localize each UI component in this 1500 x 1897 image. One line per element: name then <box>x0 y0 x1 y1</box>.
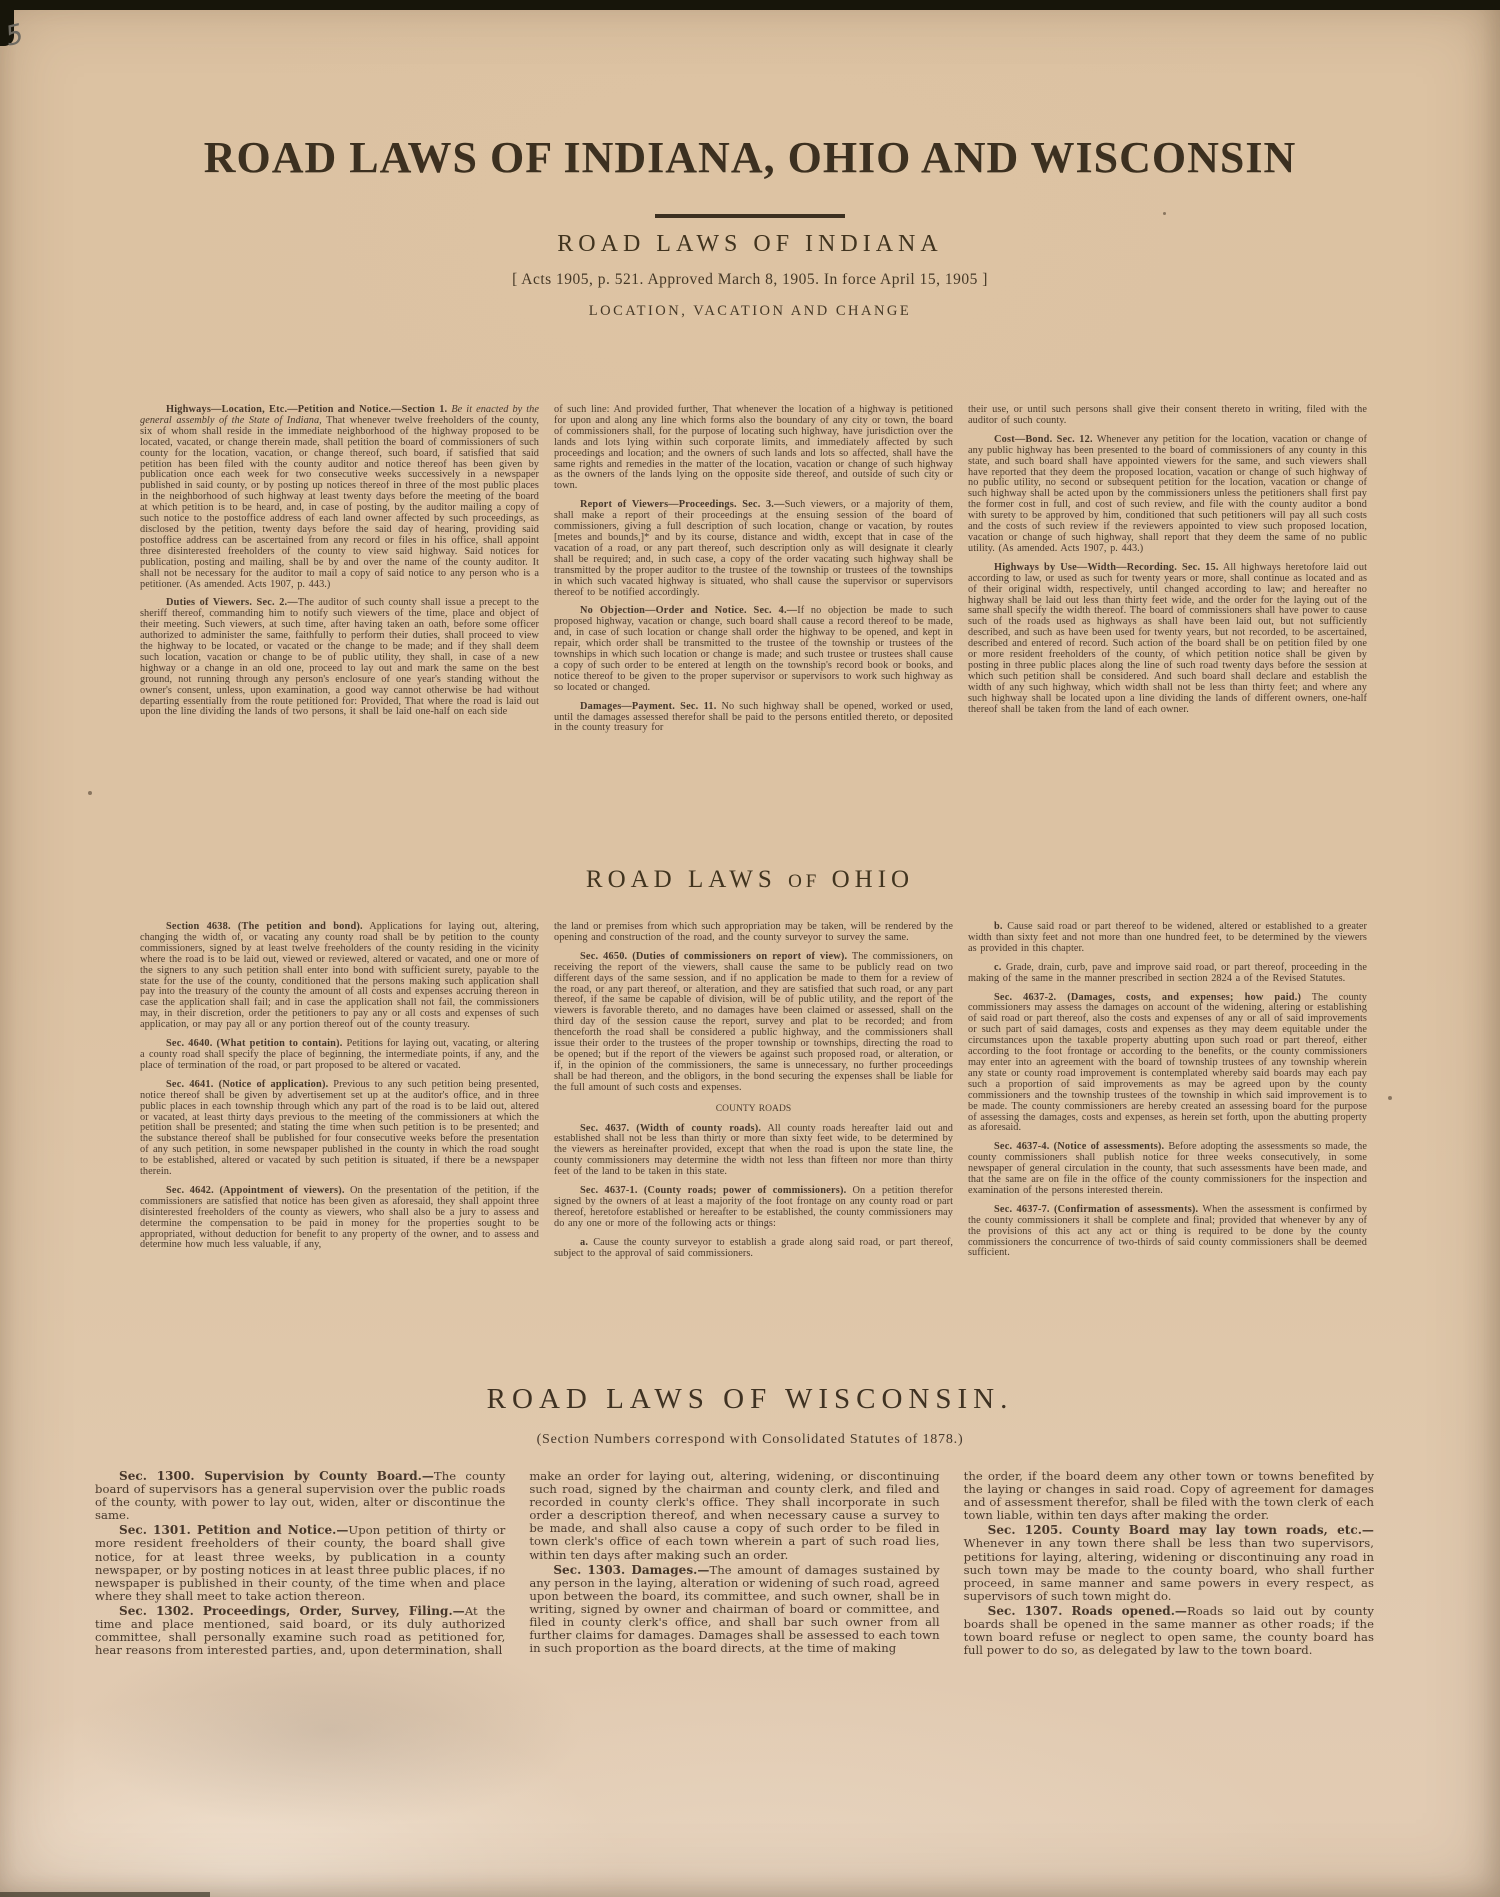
paragraph-lead: Damages—Payment. Sec. 11. <box>580 700 717 712</box>
paragraph <box>140 1080 539 1178</box>
wisconsin-column-2 <box>529 1470 939 1659</box>
paragraph-text: The county commissioners may assess the damages on account of the widening, altering or establishing of said road or part thereof, also the costs and expenses of any or all of said improvements or such part of said damages, costs and expenses as they may deem equitable under the circumstances upon the taxable property abutting upon such road or part thereof, either according to the foot frontage or according to the benefits, or the county commissioners may enter into an agreement with the board of township trustees of any township wherein any state or county road improvement is contemplated whereby said boards may each pay such a proportion of said improvements as may be agreed upon by the county commissioners and the township trustees of the township in which said improvement is to be made. The county commissioners are hereby created an assessing board for the purpose of assessing the damages, costs and expenses, as herein set forth, upon the abutting property as aforesaid. <box>968 991 1367 1134</box>
paragraph <box>140 922 539 1031</box>
paragraph-lead: Sec. 4637-2. (Damages, costs, and expenses; how paid.) <box>994 991 1302 1003</box>
title-divider <box>655 214 845 218</box>
ohio-heading-part1: ROAD LAWS <box>585 866 777 893</box>
paragraph-text: If no objection be made to such proposed highway, vacation or change, such board shall cause a record thereof to be made, and, in case of such location or change shall order the highway to be opened, and kept in repair, which order shall be transmitted to the trustee of the township or trustees of the townships in which such location or change is made; and such trustee or trustees shall cause a copy of such order to be entered at length on the township's record book or books, and notice thereof to be given to the proper supervisor or supervisors to work such highway as so located or changed. <box>554 605 953 693</box>
paragraph-text: All highways heretofore laid out according to law, or used as such for twenty years or more, shall continue as located and as of their original width, respectively, until changed according to law; and hereafter no highway shall be laid out less than thirty feet wide, and the order for the laying out of the same shall specify the width thereof. The board of commissioners shall have power to cause such of the roads used as highways as shall have been laid out, but not sufficiently described, and such as have been used for twenty years, but not recorded, to be ascertained, described and entered of record. Such action of the board shall be on petition filed by one or more resident freeholders of the county, of which petition notice shall be given by posting in three public places along the line of such road twenty days before the session at which such petition shall be considered. And such board shall declare and establish the width of any such highway, which width shall not be less than thirty feet; and where any such highway shall be located upon a line dividing the lands of different owners, one-half thereof shall be taken from the land of each owner. <box>968 561 1367 715</box>
ohio-column-1 <box>140 922 539 1267</box>
paragraph-text: Previous to any such petition being presented, notice thereof shall be given by advertisement set up at the auditor's office, and in three public places in each township through which any part of the road is to be laid out, altered or vacated, at least thirty days previous to the meeting of the commissioners at which the petition shall be presented; and stating the time when such petition is to be presented; and the substance thereof shall be published for four consecutive weeks before the presentation of any such petition, in some newspaper published in the county in which the road sought to be established, altered or vacated by such petition is situated, if there be a newspaper therein. <box>140 1078 540 1178</box>
page-title: ROAD LAWS OF INDIANA, OHIO AND WISCONSIN <box>203 133 1297 182</box>
paragraph-text: of such line: And provided further, That whenever the location of a highway is petitioned for upon and along any line which forms also the boundary of any city or town, the board of commissioners shall, for the purpose of locating such highway, have jurisdiction over the lands and lots lying within such corporate limits, and immediately affected by such proceedings and location; and the owners of such lands and lots so affected, shall have the same rights and remedies in the matter of the location, vacation or change of such highway as the owners of the lands lying on the opposite side thereof, and outside of such city or town. <box>554 404 953 492</box>
enacting-clause: Be it enacted by the general assembly of the State of Indiana, <box>140 404 539 426</box>
ohio-column-2 <box>554 922 953 1267</box>
paragraph <box>529 1564 939 1656</box>
ohio-column-3 <box>968 922 1367 1267</box>
paragraph-lead: Sec. 4637. (Width of county roads). <box>580 1122 762 1134</box>
paragraph <box>529 1470 939 1562</box>
paragraph-lead: Sec. 4642. (Appointment of viewers). <box>166 1184 345 1196</box>
paper-speck <box>88 791 92 795</box>
paragraph-lead: Report of Viewers—Proceedings. Sec. 3.— <box>580 499 785 511</box>
paragraph-text: Before adopting the assessments so made, the county commissioners shall publish notice for three weeks consecutively, in some newspaper of general circulation in the county, that such assessments have been made, and that the same are on file in the office of the county commissioners for the inspection and examination of the persons interested therein. <box>968 1141 1368 1196</box>
paragraph-lead: Sec. 4641. (Notice of application). <box>166 1078 329 1090</box>
indiana-citation: [ Acts 1905, p. 521. Approved March 8, 1905. In force April 15, 1905 ] <box>512 271 988 288</box>
county-roads-subhead: COUNTY ROADS <box>715 1103 792 1114</box>
paragraph-text: Applications for laying out, altering, changing the width of, or vacating any county road shall be by petition to the county commissioners, signed by at least twelve freeholders of the county residing in the vicinity where the road is to be laid out, viewed or reviewed, altered or vacated, and one or more of the signers to any such petition shall enter into bond with sufficient surety, payable to the state for the use of the county, conditioned that the persons making such application shall pay into the treasury of the county the amount of all costs and expenses accruing thereon in case the application shall fail; and in case the application shall not fail, the commissioners may, in their discretion, order the petitioners to pay any or all costs and expenses of such application, or may pay all or any portion thereof out of the county treasury. <box>140 921 539 1031</box>
paragraph-text: their use, or until such persons shall give their consent thereto in writing, filed with the auditor of such county. <box>968 404 1367 426</box>
paragraph <box>140 598 539 718</box>
top-edge-band <box>0 0 1500 10</box>
paragraph <box>554 1238 953 1260</box>
paragraph <box>968 993 1367 1135</box>
paragraph-text: All county roads hereafter laid out and established shall not be less than thirty or more than sixty feet wide, to be determined by the viewers as hereinafter provided, except that when the road is upon the state line, the county commissioners may determine the width not less than fifteen nor more than thirty feet of the land to be taken in this state. <box>554 1122 953 1178</box>
ohio-columns <box>140 922 1367 1267</box>
paragraph-text: Grade, drain, curb, pave and improve said road, or part thereof, proceeding in the making of the same in the manner prescribed in section 2824 a of the Revised Statutes. <box>968 961 1367 984</box>
paragraph-text: That whenever twelve freeholders of the county, six of whom shall reside in the immediate neighborhood of the highway proposed to be located, vacated, or change therein made, shall petition the board of commissioners of such county for the location, vacation, or change thereof, such board, if satisfied that said petition has been filed with the county auditor and notice thereof has been given by publication once each week for two consecutive weeks successively in a newspaper published in said county, or by posting up notices thereof in three of the most public places in the neighborhood of such highway at least twenty days before the meeting of the board at which petition is to be heard, and, in case of posting, by the auditor mailing a copy of such notice to the postoffice address of each land owner affected by such proceedings, as disclosed by the petition, twenty days before the said day of hearing, providing said postoffice address can be ascertained from any record or files in his office, shall appoint three disinterested freeholders of the county to view said highway. Said notices for publication, posting and mailing, shall be by and over the name of the county auditor. It shall not be necessary for the auditor to mail a copy of said notice to any person who is a petitioner. (As amended. Acts 1907, p. 443.) <box>140 414 539 590</box>
paragraph <box>968 922 1367 955</box>
paragraph-lead: Sec. 4650. (Duties of commissioners on report of view). <box>580 950 848 962</box>
paragraph-text: Whenever any petition for the location, vacation or change of any public highway has been presented to the board of commissioners of any county in this state, and such board shall have appointed viewers for the same, and such viewers shall have reported that they deem the proposed location, vacation or change of such highway of no public utility, no second or subsequent petition for the location, vacation or change of such highway shall be acted upon by the commissioners unless the petitioners shall first pay the former cost in full, and cost of such review, and file with the county auditor a bond with surety to be approved by him, conditioned that such petitioners will pay all such costs and the costs of such review if the reviewers appointed to view such proposed location, vacation or change of such highway, shall report that they deem the same of no public utility. (As amended. Acts 1907, p. 443.) <box>968 433 1367 554</box>
paragraph <box>554 702 953 735</box>
paragraph-text: On a petition therefor signed by the owners of at least a majority of the foot frontage on any county road or part thereof, heretofore established or hereafter to be established, the county commissioners may do any one or more of the following acts or things: <box>554 1185 954 1229</box>
paragraph-lead: Sec. 4637-4. (Notice of assessments). <box>994 1141 1165 1153</box>
paragraph-text: Upon petition of thirty or more resident freeholders of their county, the board shall give notice, for at least three weeks, by publication in a county newspaper, or by posting notices in at least three public places, if no newspaper is published in their county, of the time when and place where they shall meet to take action thereon. <box>95 1523 506 1603</box>
paragraph-lead: Highways—Location, Etc.—Petition and Notice.—Section 1. <box>166 404 448 415</box>
paragraph <box>968 563 1367 716</box>
paragraph-text: When the assessment is confirmed by the county commissioners it shall be complete and final; provided that whenever by any of the provisions of this act any act or thing is required to be done by the county commissioners the concurrence of two-thirds of said county commissioners shall be deemed sufficient. <box>968 1203 1367 1259</box>
paragraph-lead: Sec. 4637-1. (County roads; power of commissioners). <box>580 1185 847 1197</box>
paragraph-text: At the time and place mentioned, said board, or its duly authorized committee, shall personally examine such road as petitioned for, hear reasons from interested parties, and, upon determination, shall <box>95 1603 506 1658</box>
paragraph-text: the order, if the board deem any other town or towns benefited by the laying or changes in said road. Copy of agreement for damages and of assessment therefor, shall be filed with the town clerk of each town liable, within ten days after making the order. <box>963 1469 1374 1523</box>
wisconsin-subheading: (Section Numbers correspond with Consolidated Statutes of 1878.) <box>536 1432 964 1447</box>
indiana-heading: ROAD LAWS OF INDIANA <box>557 231 943 257</box>
paragraph-lead: Duties of Viewers. Sec. 2.— <box>166 597 298 609</box>
paragraph-lead: Sec. 1205. County Board may lay town roads, etc.— <box>987 1523 1374 1538</box>
paragraph-lead: No Objection—Order and Notice. Sec. 4.— <box>580 605 798 617</box>
ohio-heading-part2: OHIO <box>831 866 915 893</box>
paragraph-text: The county board of supervisors has a general supervision over the public roads of the county, with power to lay out, widen, alter or discontinue the same. <box>95 1469 506 1523</box>
paragraph-lead: Sec. 4640. (What petition to contain). <box>166 1038 343 1050</box>
paragraph <box>968 1142 1367 1197</box>
paragraph-text: The commissioners, on receiving the report of the viewers, shall cause the same to be publicly read on two different days of the same session, and if no application be made to them for a review of the road, or any part thereof, or alteration, and they are satisfied that such road, or any part thereof, if the same be capable of division, will be of public utility, and the report of the viewers is favorable thereto, and no damages have been claimed or assessed, shall on the third day of the session cause the report, survey and plat to be recorded; and from thenceforth the road shall be considered a public highway, and the commissioners shall issue their order to the trustees of the proper township or townships, directing the road to be opened; but if the report of the viewers be against such proposed road, or alteration, or if, in the opinion of the commissioners, the same is unnecessary, no further proceedings shall be had thereon, and the obligors, in the bond securing the expenses shall be liable for the full amount of such costs and expenses. <box>554 950 953 1093</box>
paragraph-lead: Sec. 4637-7. (Confirmation of assessments). <box>994 1203 1199 1215</box>
paragraph-text: Cause the county surveyor to establish a grade along said road, or part thereof, subject to the approval of said commissioners. <box>554 1236 954 1259</box>
paragraph <box>964 1605 1374 1657</box>
paragraph-text: No such highway shall be opened, worked or used, until the damages assessed therefor shall be paid to the persons entitled thereto, or deposited in the county treasury for <box>554 700 954 734</box>
paragraph <box>554 1186 953 1230</box>
paragraph <box>968 963 1367 985</box>
paragraph-lead: Highways by Use—Width—Recording. Sec. 15. <box>994 561 1219 573</box>
paragraph-lead: b. <box>994 921 1003 932</box>
paragraph-text: The amount of damages sustained by any person in the laying, alteration or widening of such road, agreed upon between the board, its committee, and such owner, shall be in writing, signed by owner and chairman of board or committee, and filed in county clerk's office, and shall bar such owner from all further claims for damages. Damages shall be assessed to each town in such proportion as the board directs, at the time of making <box>529 1562 940 1656</box>
paragraph-lead: c. <box>994 961 1002 973</box>
pencil-mark: 5 <box>2 18 27 53</box>
paragraph-text: the land or premises from which such appropriation may be taken, will be rendered by the opening and construction of the road, and the county surveyor to survey the same. <box>554 921 953 943</box>
indiana-column-3 <box>968 405 1367 742</box>
paragraph-text: Roads so laid out by county boards shall be opened in the same manner as other roads; if the town board refuse or neglect to open same, the county board has full power to do so, as delegated by law to the town board. <box>963 1603 1374 1658</box>
ohio-heading-of: OF <box>788 871 821 892</box>
paragraph-lead: a. <box>580 1236 589 1248</box>
paragraph <box>964 1470 1374 1522</box>
paragraph-text: On the presentation of the petition, if the commissioners are satisfied that notice has been given as aforesaid, they shall appoint three disinterested freeholders of the county as viewers, who shall also be a jury to assess and determine the compensation to be paid in money for the properties sought to be appropriated, without deduction for benefit to any property of the owner, and to assess and determine how much less valuable, if any, <box>140 1184 540 1251</box>
indiana-subheading: LOCATION, VACATION AND CHANGE <box>588 303 912 319</box>
indiana-columns <box>140 405 1367 742</box>
ohio-heading <box>0 866 1500 894</box>
paragraph-lead: Sec. 1301. Petition and Notice.— <box>119 1523 349 1538</box>
paragraph <box>964 1524 1374 1603</box>
paragraph-lead: Sec. 1302. Proceedings, Order, Survey, Filing.— <box>119 1603 465 1618</box>
bottom-edge-band <box>0 1892 210 1897</box>
indiana-column-2 <box>554 405 953 742</box>
paragraph <box>140 1186 539 1251</box>
paragraph <box>968 435 1367 555</box>
paragraph-lead: Sec. 1303. Damages.— <box>553 1562 710 1577</box>
paragraph <box>554 606 953 693</box>
paragraph-text: Whenever in any town there shall be less than two supervisors, petitions for laying, altering, widening or discontinuing any road in such town may be made to the county board, who shall further proceed, in same manner and same powers in every respect, as supervisors of such town might do. <box>963 1536 1374 1603</box>
paragraph-lead: Cost—Bond. Sec. 12. <box>994 433 1093 445</box>
paragraph <box>95 1524 505 1603</box>
paper-speck <box>1388 1096 1392 1100</box>
paragraph <box>95 1470 505 1522</box>
paper-speck <box>1163 212 1166 215</box>
wisconsin-columns <box>95 1470 1374 1659</box>
wisconsin-heading: ROAD LAWS OF WISCONSIN. <box>486 1383 1014 1415</box>
paragraph <box>554 405 953 492</box>
paragraph <box>554 1124 953 1179</box>
paragraph-lead: Sec. 1307. Roads opened.— <box>987 1603 1187 1618</box>
wisconsin-column-3 <box>964 1470 1374 1659</box>
indiana-column-1 <box>140 405 539 742</box>
paragraph-text: Cause said road or part thereof to be widened, altered or established to a greater width than sixty feet and not more than one hundred feet, to be determined by the viewers as provided in this chapter. <box>968 921 1367 954</box>
paragraph-text: make an order for laying out, altering, widening, or discontinuing such road, signed by the chairman and county clerk, and filed and recorded in county clerk's office. They shall incorporate in such order a description thereof, and when necessary cause a survey to be made, and shall also cause a copy of such order to be filed in town clerk's office of each town wherein a part of such road lies, within ten days after making such an order. <box>529 1469 940 1562</box>
paragraph-lead: Section 4638. (The petition and bond). <box>166 921 363 932</box>
paragraph-text: Petitions for laying out, vacating, or altering a county road shall specify the place of beginning, the intermediate points, if any, and the place of termination of the road, or part proposed to be altered or vacated. <box>140 1038 540 1071</box>
paragraph-text: Such viewers, or a majority of them, shall make a report of their proceedings at the ensuing session of the board of commissioners, giving a full description of such location, change or vacation, by routes [metes and bounds,]* and by its course, distance and width, except that in case of the vacation of a road, or any part thereof, such description only as will designate it clearly shall be required; and, in such case, a copy of the order vacating such highway shall be transmitted by the proper auditor to the trustee of the township or trustees of the townships in which such vacated highway is situated, who shall cause the supervisor or supervisors thereof to be notified accordingly. <box>554 499 953 598</box>
paragraph <box>554 922 953 944</box>
paragraph <box>140 1039 539 1072</box>
paragraph <box>968 405 1367 427</box>
wisconsin-column-1 <box>95 1470 505 1659</box>
paragraph <box>968 1205 1367 1260</box>
paragraph-lead: Sec. 1300. Supervision by County Board.— <box>119 1469 434 1483</box>
paragraph <box>95 1605 505 1657</box>
paragraph-text: The auditor of such county shall issue a precept to the sheriff thereof, commanding him to notify such viewers of the time, place and object of their meeting. Such viewers, at such time, after having taken an oath, before some officer authorized to administer the same, faithfully to perform their duties, shall proceed to view the highway to be located, or vacated or the change to be made; and if they shall deem such location, vacation or change to be of public utility, they shall, in case of a new highway or a change in an old one, proceed to lay out and mark the same on the best ground, not running through any person's enclosure of one year's standing without the owner's consent, unless, upon examination, a good way cannot otherwise be had without departing essentially from the route petitioned for: Provided, That where the road is laid out upon the line dividing the lands of two persons, it shall be laid one-half on each side <box>140 597 540 718</box>
paragraph <box>554 952 953 1094</box>
paragraph <box>140 405 539 590</box>
paragraph <box>554 500 953 598</box>
